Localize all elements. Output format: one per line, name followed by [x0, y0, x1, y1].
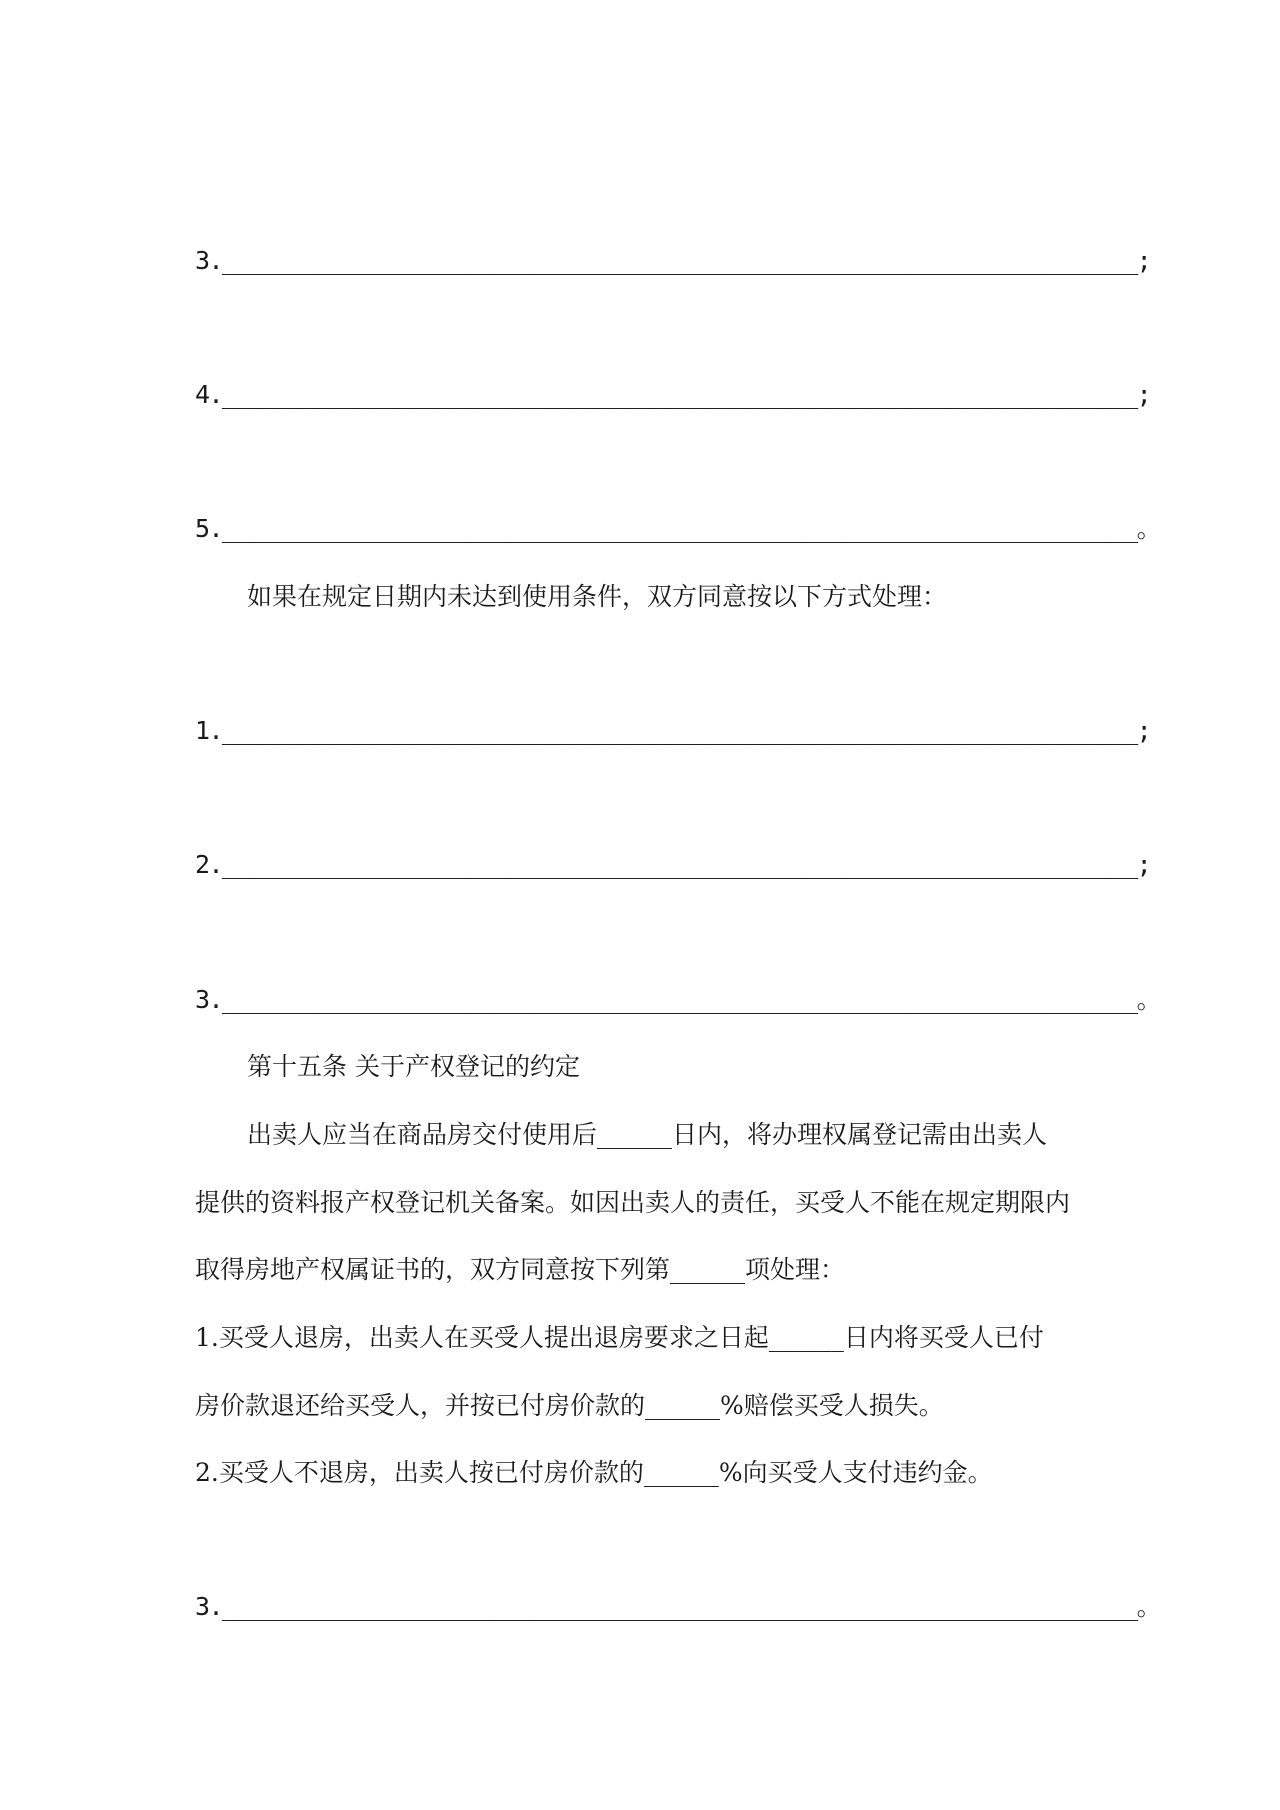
paragraph-line-2: 提供的资料报产权登记机关备案。如因出卖人的责任，买受人不能在规定期限内	[195, 1188, 1071, 1217]
blank-item-1: 1.____________________________________________________________________;	[195, 716, 1151, 745]
option-1-line-1: 1.买受人退房，出卖人在买受人提出退房要求之日起______日内将买受人已付	[195, 1323, 1044, 1352]
intro-text: 如果在规定日期内未达到使用条件，双方同意按以下方式处理：	[247, 582, 948, 611]
blank-item-4: 4.____________________________________________________________________;	[195, 380, 1151, 409]
blank-item-5: 5.____________________________________________________________________。	[195, 514, 1160, 543]
paragraph-line-1: 出卖人应当在商品房交付使用后______日内，将办理权属登记需由出卖人	[247, 1120, 1048, 1149]
paragraph-line-3: 取得房地产权属证书的，双方同意按下列第______项处理：	[195, 1255, 846, 1284]
option-3-blank: 3.____________________________________________________________________。	[195, 1592, 1160, 1621]
option-1-line-2: 房价款退还给买受人，并按已付房价款的______%赔偿买受人损失。	[195, 1391, 944, 1420]
article-heading: 第十五条 关于产权登记的约定	[247, 1052, 580, 1081]
blank-item-2: 2.____________________________________________________________________;	[195, 850, 1151, 879]
option-2: 2.买受人不退房，出卖人按已付房价款的______%向买受人支付违约金。	[195, 1458, 993, 1487]
blank-item-3b: 3.____________________________________________________________________。	[195, 985, 1160, 1014]
blank-item-3: 3.____________________________________________________________________;	[195, 246, 1151, 275]
